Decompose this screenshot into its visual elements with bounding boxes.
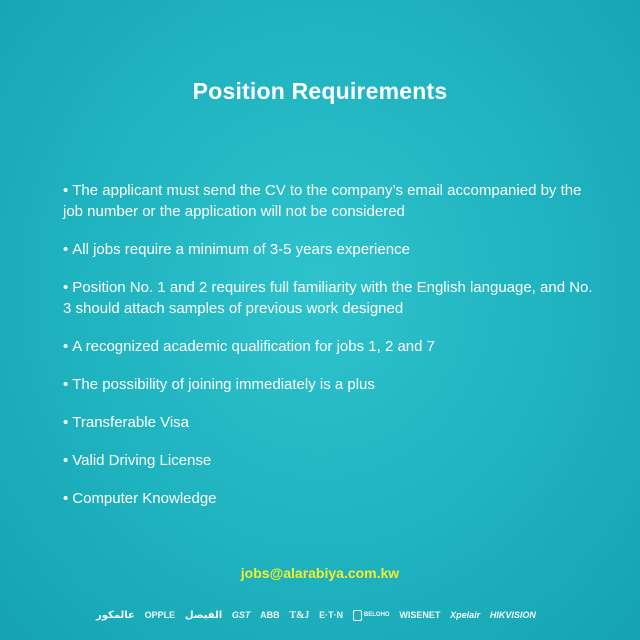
brand-logo: HIKVISION [489,610,536,620]
list-item [63,277,603,319]
page-title: Position Requirements [192,78,448,104]
brand-logo-text: BELOHO [363,612,390,618]
brand-logo: WISENET [399,610,441,620]
requirement-text: The applicant must send the CV to the company’s email accompanied by the job number or the application will not be considered [63,182,582,220]
bullet: • [63,452,69,469]
brand-logo: عالمكور [96,609,135,621]
bullet: • [63,338,69,355]
requirement-text: Transferable Visa [72,414,189,431]
brand-logo: OPPLE [144,610,176,620]
bullet: • [63,490,69,507]
bullet: • [63,279,69,296]
brand-logo: الفيصل [184,609,223,621]
requirement-text: A recognized academic qualification for jobs 1, 2 and 7 [72,338,435,355]
requirements-list [63,180,603,526]
brand-logo [353,610,390,621]
requirement-text: Valid Driving License [72,452,212,469]
list-item [63,239,603,260]
beloho-mark-icon [353,610,362,621]
bullet: • [63,376,69,393]
contact-email-link[interactable]: jobs@alarabiya.com.kw [240,565,400,581]
bullet: • [63,241,69,258]
brand-logo: Xpelair [450,610,481,620]
requirement-text: Computer Knowledge [72,490,217,507]
list-item [63,412,603,433]
bullet: • [63,182,69,199]
brand-logo: GST [231,610,251,620]
list-item [63,488,603,509]
list-item [63,180,603,222]
requirement-text: The possibility of joining immediately is a plus [72,376,375,393]
list-item [63,450,603,471]
brand-logo: E·T·N [319,610,344,620]
brand-logo: ABB [260,610,280,620]
list-item [63,374,603,395]
requirement-text: All jobs require a minimum of 3-5 years experience [72,241,410,258]
list-item [63,336,603,357]
requirement-text: Position No. 1 and 2 requires full familiarity with the English language, and No. 3 should attach samples of previous work designed [63,279,593,317]
brand-logo-strip [96,603,536,627]
brand-logo: T&J [289,609,310,621]
bullet: • [63,414,69,431]
